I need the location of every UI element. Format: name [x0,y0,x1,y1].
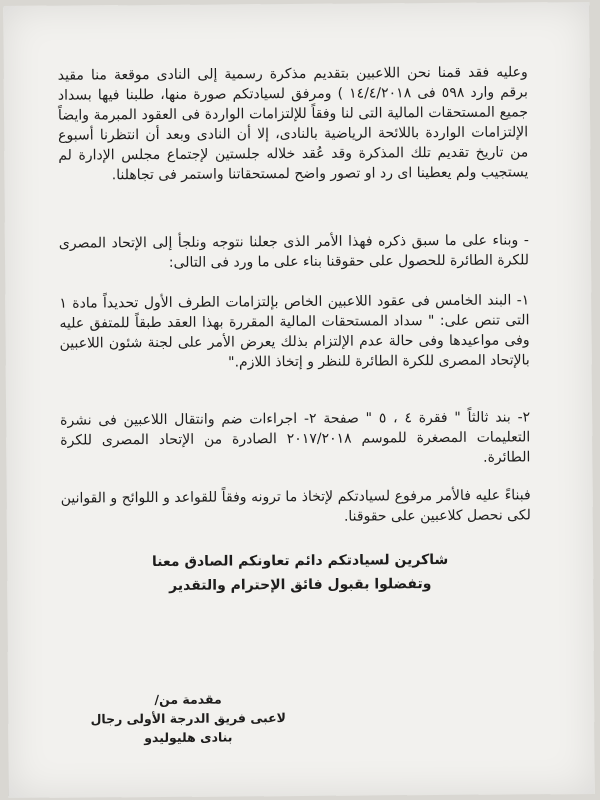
closing-block [25,547,575,599]
document-body [21,2,577,798]
paragraph-memo-submission: وعليه فقد قمنا نحن اللاعبين بتقديم مذكرة رسمية إلى النادى موقعة منا مقيد برقم وارد ٥٩٨ فى ١٤/٤/٢٠١٨ ) ومرفق لسيادتكم صورة منها، طلبنا فيها بسداد جميع المستحقات المالية التى لنا وفقاً للإلتزامات الواردة فى العقود المبرمة وايضاً الإلتزامات الواردة باللائحة الرياضية بالنادى، إلا أن النادى وبعد أن انتظرنا أسبوع من تاريخ تقديم تلك المذكرة وقد عُقد خلاله جلستين لإجتماع مجلس الإدارة لم يستجيب ولم يعطينا اى رد او تصور واضح لمستحقاتنا واستمر فى تجاهلنا. [57,64,529,184]
signature-line-submitted-by: مقدمة من/ [154,691,222,708]
closing-line-thanks: شاكرين لسيادتكم دائم تعاونكم الصادق معنا [151,551,449,571]
signature-line-team: لاعبى فريق الدرجة الأولى رجال [90,710,286,727]
paragraph-recourse-federation: - وبناء على ما سبق ذكره فهذا الأمر الذى جعلنا نتوجه ونلجأ إلى الإتحاد المصرى للكرة الطائرة للحصول على حقوقنا بناء على ما ورد فى التالى: [58,232,530,271]
document-page [3,2,595,798]
paragraph-request: فبناءً عليه فالأمر مرفوع لسيادتكم لإتخاذ ما ترونه وفقاً للقواعد و اللوائح و القوانين لكى نحصل كلاعبين على حقوقنا. [60,487,531,525]
signature-block [88,689,288,747]
paragraph-clause-two: ٢- بند ثالثاً " فقرة ٤ ، ٥ " صفحة ٢- اجراءات ضم وانتقال اللاعبين فى نشرة التعليمات المصغرة للموسم ٢٠١٧/٢٠١٨ الصادرة من الإتحاد المصرى للكرة الطائرة. [60,409,531,466]
signature-line-club: بنادى هليوليدو [144,729,233,746]
paragraph-clause-one: ١- البند الخامس فى عقود اللاعبين الخاص بإلتزامات الطرف الأول تحديداً مادة ١ التى تنص على: " سداد المستحقات المالية المقررة بهذا العقد طبقاً للمتفق عليه وفى مواعيدها وفى حالة عدم الإلتزام بذلك يعرض الأمر على لجنة شئون اللاعبين بالإتحاد المصرى للكرة الطائرة للنظر و إتخاذ اللازم." [59,292,530,371]
closing-line-regards: وتفضلوا بقبول فائق الإحترام والتقدير [169,576,432,594]
